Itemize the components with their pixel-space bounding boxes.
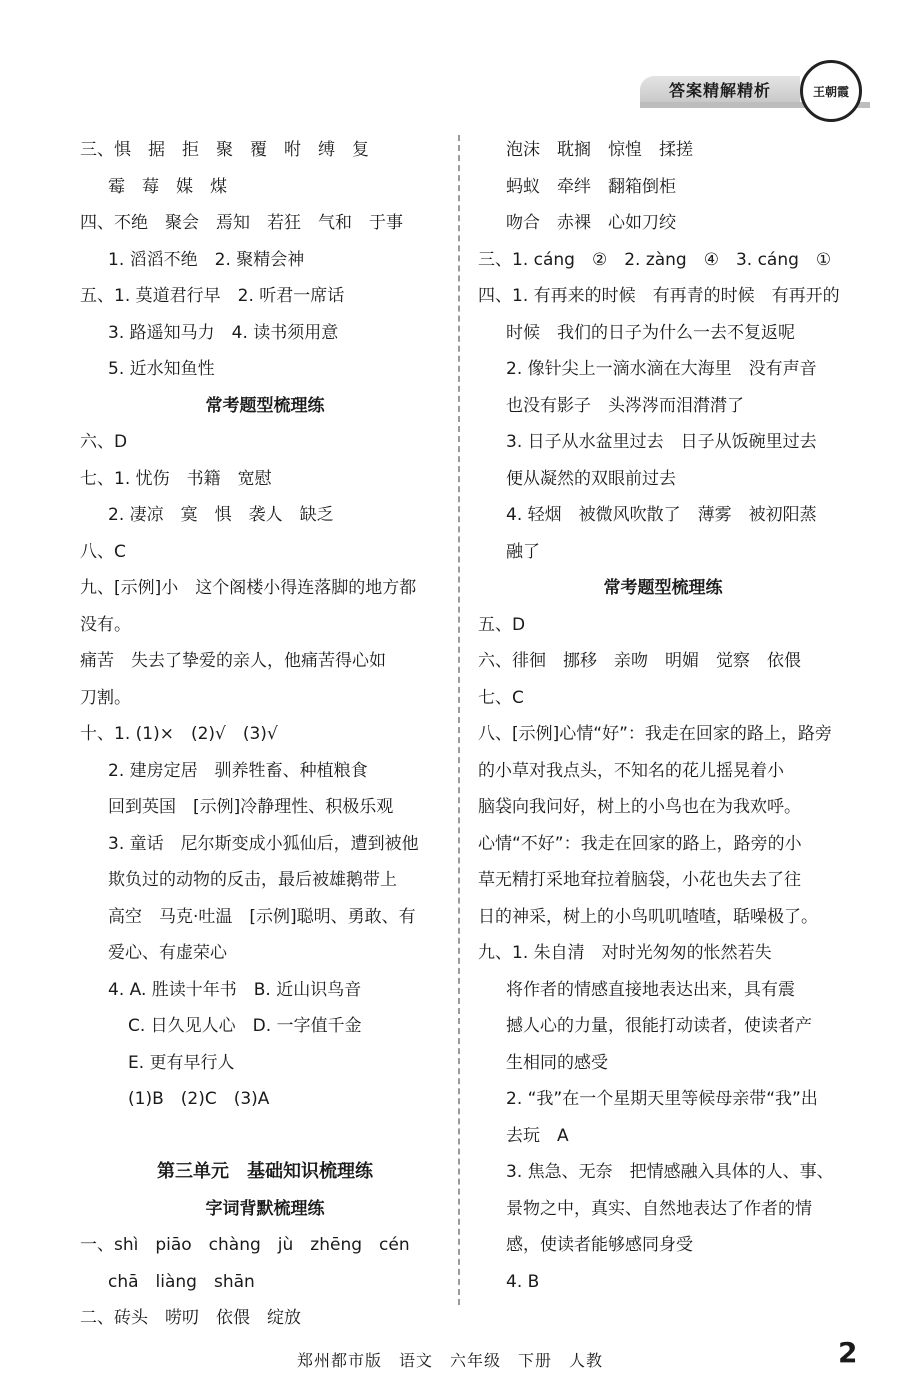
answer-line: E. 更有早行人: [128, 1052, 235, 1073]
answer-line: 2. “我”在一个星期天里等候母亲带“我”出: [506, 1089, 818, 1109]
answer-line: 日的神采，树上的小鸟叽叽喳喳，聒噪极了。: [478, 906, 818, 927]
answer-line: 刀割。: [80, 687, 131, 708]
answer-line: chā liàng shān: [108, 1271, 255, 1292]
answer-line: 泡沫 耽搁 惊惶 揉搓: [506, 140, 693, 160]
answer-line: 十、1. (1)× (2)√ (3)√: [80, 724, 278, 744]
answer-line: 景物之中，真实、自然地表达了作者的情: [506, 1198, 812, 1219]
section-heading: 第三单元 基础知识梳理练: [157, 1161, 373, 1182]
answer-line: 蚂蚁 牵绊 翻箱倒柜: [506, 176, 676, 197]
answer-line: 四、1. 有再来的时候 有再青的时候 有再开的: [478, 286, 840, 306]
answer-line: 六、徘徊 挪移 亲吻 明媚 觉察 依偎: [478, 651, 801, 671]
answer-line: 脑袋向我问好，树上的小鸟也在为我欢呼。: [478, 797, 801, 817]
answer-line: 没有。: [80, 614, 131, 635]
answer-line: 四、不绝 聚会 焉知 若狂 气和 于事: [80, 213, 403, 233]
answer-line: 融了: [506, 541, 540, 562]
answer-line: 5. 近水知鱼性: [108, 359, 215, 379]
section-heading: 常考题型梳理练: [603, 578, 723, 598]
answer-line: 4. B: [506, 1271, 540, 1292]
answer-line: 去玩 A: [506, 1125, 569, 1146]
answer-line: 的小草对我点头，不知名的花儿摇晃着小: [478, 760, 784, 781]
left-column: [80, 132, 450, 1337]
answer-line: 八、[示例]心情“好”：我走在回家的路上，路旁: [478, 724, 832, 744]
answer-line: 也没有影子 头涔涔而泪潸潸了: [506, 395, 744, 416]
section-heading: 字词背默梳理练: [205, 1198, 325, 1219]
answer-line: 九、1. 朱自清 对时光匆匆的怅然若失: [478, 943, 772, 963]
answer-line: 五、D: [478, 614, 526, 635]
answer-line: 3. 童话 尼尔斯变成小狐仙后，遭到被他: [108, 833, 419, 854]
answer-line: 3. 焦急、无奈 把情感融入具体的人、事、: [506, 1162, 834, 1182]
answer-line: 八、C: [80, 541, 126, 562]
column-divider: [458, 135, 460, 1305]
answer-line: 六、D: [80, 432, 128, 452]
answer-line: 便从凝然的双眼前过去: [506, 468, 676, 489]
answer-line: 一、shì piāo chàng jù zhēng cén: [80, 1235, 410, 1255]
answer-line: 心情“不好”：我走在回家的路上，路旁的小: [478, 833, 802, 854]
answer-line: 爱心、有虚荣心: [108, 943, 227, 963]
answer-line: 2. 建房定居 驯养牲畜、种植粮食: [108, 760, 368, 781]
answer-line: 将作者的情感直接地表达出来，具有震: [506, 979, 795, 1000]
logo-text: 王朝霞: [812, 84, 849, 99]
answer-line: 3. 路遥知马力 4. 读书须用意: [108, 322, 339, 343]
answer-line: 回到英国 [示例]冷静理性、积极乐观: [108, 797, 394, 817]
answer-line: 三、惧 据 拒 聚 覆 咐 缚 复: [80, 140, 369, 160]
answer-line: C. 日久见人心 D. 一字值千金: [128, 1016, 362, 1036]
answer-line: 二、砖头 唠叨 依偎 绽放: [80, 1308, 301, 1328]
footer-info: 郑州都市版 语文 六年级 下册 人教: [296, 1351, 603, 1370]
section-heading: 常考题型梳理练: [205, 395, 325, 416]
answer-line: 2. 像针尖上一滴水滴在大海里 没有声音: [506, 359, 817, 379]
header-tab-label: 答案精解精析: [668, 80, 771, 100]
answer-line: 草无精打采地耷拉着脑袋，小花也失去了往: [478, 870, 801, 890]
answer-line: 高空 马克·吐温 [示例]聪明、勇敢、有: [108, 906, 416, 927]
answer-line: 撼人心的力量，很能打动读者，使读者产: [506, 1016, 812, 1036]
answer-line: 七、1. 忧伤 书籍 宽慰: [80, 468, 272, 489]
page-number: 2: [838, 1336, 858, 1369]
answer-line: 痛苦 失去了挚爱的亲人，他痛苦得心如: [80, 651, 386, 671]
answer-line: 2. 凄凉 寞 惧 袭人 缺乏: [108, 505, 334, 525]
answer-line: 九、[示例]小 这个阁楼小得连落脚的地方都: [80, 578, 417, 598]
answer-line: 三、1. cáng ② 2. zàng ④ 3. cáng ①: [478, 249, 832, 270]
answer-line: 吻合 赤裸 心如刀绞: [506, 213, 676, 233]
answer-line: 4. A. 胜读十年书 B. 近山识鸟音: [108, 979, 362, 1000]
answer-line: 感，使读者能够感同身受: [506, 1235, 693, 1255]
answer-line: 时候 我们的日子为什么一去不复返呢: [506, 322, 795, 343]
answer-line: (1)B (2)C (3)A: [128, 1089, 270, 1109]
answer-line: 霉 莓 媒 煤: [108, 176, 227, 197]
brand-logo-icon: [800, 60, 862, 122]
answer-line: 欺负过的动物的反击，最后被雄鹅带上: [108, 870, 397, 890]
answer-line: [80, 1118, 450, 1155]
header-tab: [640, 76, 800, 102]
right-column: [478, 132, 848, 1300]
answer-line: 生相同的感受: [506, 1052, 608, 1073]
answer-line: 4. 轻烟 被微风吹散了 薄雾 被初阳蒸: [506, 505, 817, 525]
answer-line: 五、1. 莫道君行早 2. 听君一席话: [80, 286, 345, 306]
answer-line: 七、C: [478, 687, 524, 708]
answer-line: 3. 日子从水盆里过去 日子从饭碗里过去: [506, 432, 817, 452]
answer-line: 1. 滔滔不绝 2. 聚精会神: [108, 249, 305, 270]
